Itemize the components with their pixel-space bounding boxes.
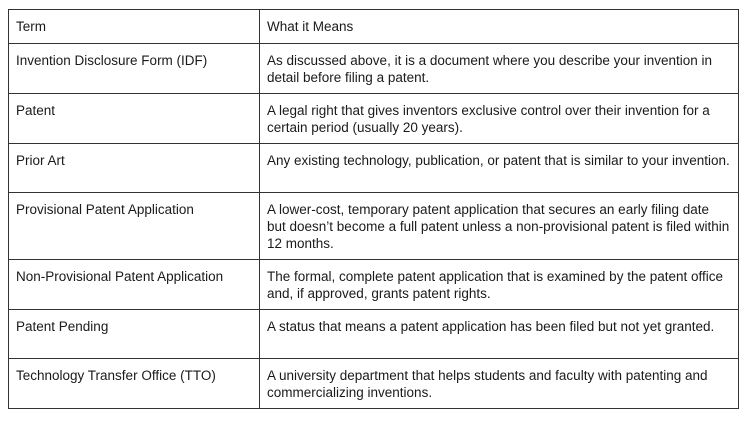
meaning-cell: Any existing technology, publication, or patent that is similar to your invention. bbox=[260, 144, 739, 193]
meaning-cell: A legal right that gives inventors exclusive control over their invention for a certain period (usually 20 years). bbox=[260, 94, 739, 144]
term-cell: Provisional Patent Application bbox=[9, 193, 260, 260]
meaning-cell: A status that means a patent application has been filed but not yet granted. bbox=[260, 310, 739, 359]
table-header-row bbox=[9, 10, 739, 44]
column-header-meaning: What it Means bbox=[260, 10, 739, 44]
meaning-cell: The formal, complete patent application that is examined by the patent office and, if approved, grants patent rights. bbox=[260, 260, 739, 310]
column-header-term: Term bbox=[9, 10, 260, 44]
term-cell: Prior Art bbox=[9, 144, 260, 193]
table-row bbox=[9, 260, 739, 310]
table-row bbox=[9, 359, 739, 409]
meaning-cell: As discussed above, it is a document where you describe your invention in detail before filing a patent. bbox=[260, 44, 739, 94]
meaning-cell: A lower-cost, temporary patent application that secures an early filing date but doesn’t become a full patent unless a non-provisional patent is filed within 12 months. bbox=[260, 193, 739, 260]
table-row bbox=[9, 144, 739, 193]
table-row bbox=[9, 310, 739, 359]
term-cell: Technology Transfer Office (TTO) bbox=[9, 359, 260, 409]
term-cell: Invention Disclosure Form (IDF) bbox=[9, 44, 260, 94]
glossary-table bbox=[8, 9, 739, 409]
table-row bbox=[9, 193, 739, 260]
meaning-cell: A university department that helps students and faculty with patenting and commercializing inventions. bbox=[260, 359, 739, 409]
term-cell: Patent bbox=[9, 94, 260, 144]
table-row bbox=[9, 94, 739, 144]
term-cell: Non-Provisional Patent Application bbox=[9, 260, 260, 310]
term-cell: Patent Pending bbox=[9, 310, 260, 359]
table-row bbox=[9, 44, 739, 94]
